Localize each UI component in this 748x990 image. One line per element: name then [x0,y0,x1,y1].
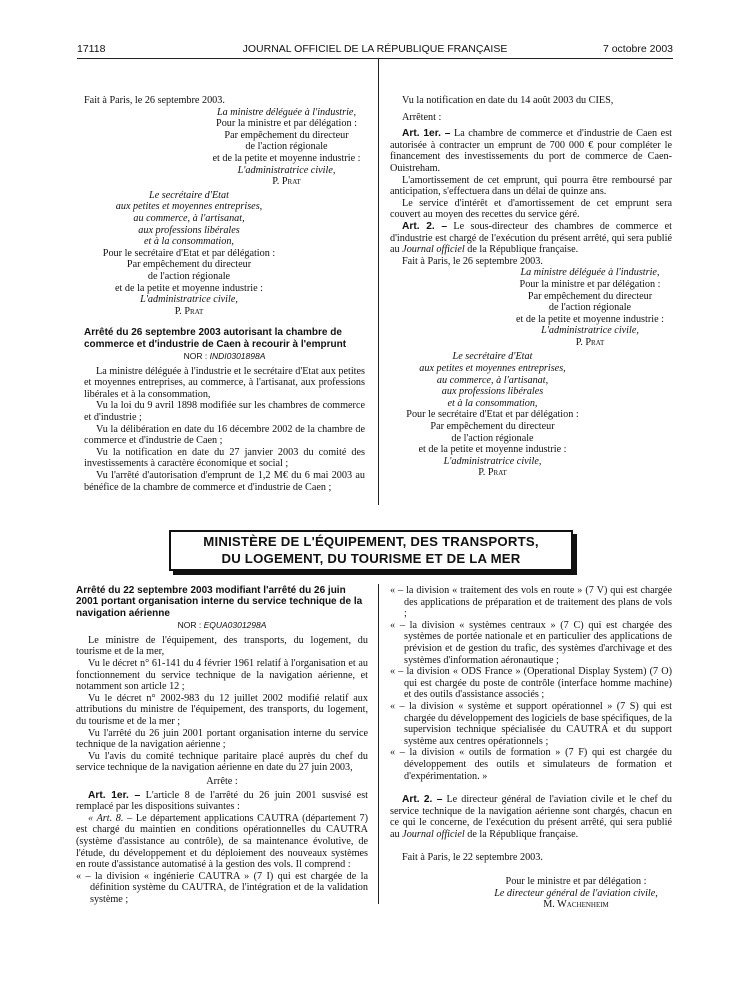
arrete-title: Arrêté du 22 septembre 2003 modifiant l'arrêté du 26 juin 2001 portant organisation interne du service technique de la navigation aérienne [76,585,363,619]
signature-title: Le secrétaire d'Etat [149,189,229,201]
article-2 [390,221,672,256]
signature-line: Par empêchement du directeur [527,290,653,302]
division-item: « – la division « ODS France » (Operational Display System) (7 O) qui est chargée du poste de contrôle (interface homme machine) et des outils d'assistance associés ; [390,666,672,701]
signature-block-ministre [84,107,365,188]
signature-line: L'administratrice civile, [443,455,542,467]
nor-code: EQUA0301298A [203,620,267,631]
visa: Vu l'avis du comité technique paritaire placé auprès du chef du service technique de la navigation aérienne en date du 27 juin 2003, [76,750,368,774]
signature-title: Le directeur général de l'aviation civile, [494,887,658,899]
visa: Vu l'arrêté du 26 juin 2001 portant organisation interne du service technique de la navigation aérienne ; [76,727,368,751]
issue-date: 7 octobre 2003 [602,43,673,55]
article-text: L'article 8 de l'arrêté du 26 juin 2001 susvisé est remplacé par les dispositions suivantes : [76,789,368,813]
signature-title: et à la consommation, [447,397,538,409]
signature-block-secretaire [84,190,294,318]
division-item: « – la division « systèmes centraux » (7 C) qui est chargée des systèmes de portée nationale et en particulier des applications de prévision et de gestion du trafic, des systèmes d'archivage et des systèmes d'information aéronautique ; [390,619,672,666]
signature-title: aux petites et moyennes entreprises, [115,201,263,213]
arrete-title: Arrêté du 26 septembre 2003 autorisant la chambre de commerce et d'industrie de Caen à recourir à l'emprunt [84,327,347,350]
article-label: Art. 2. – [402,220,447,232]
article-text: Le directeur général de l'aviation civile et le chef du service technique de la navigation aérienne sont chargés, chacun en ce qui le concerne, de l'exécution du présent arrêté, qui sera publié au [390,794,672,840]
signature-line: de l'action régionale [548,302,632,314]
bottom-left-column [76,585,368,905]
signature-line: et de la petite et moyenne industrie : [516,313,664,325]
signature-line: L'administratrice civile, [237,164,336,176]
division-item: « – la division « traitement des vols en route » (7 V) qui est chargée des applications de préparation et de traitement des plans de vols ; [390,585,672,620]
signature-line: Pour la ministre et par délégation : [216,118,357,130]
signature-title: aux professions libérales [441,386,544,398]
signature-line: Pour le ministre et par délégation : [505,876,647,888]
ministry-heading-line: MINISTÈRE DE L'ÉQUIPEMENT, DES TRANSPORTS, [203,534,539,549]
article-8 [76,813,368,871]
signature-line: Par empêchement du directeur [224,129,349,141]
article-label: Art. 1er. – [402,128,451,140]
article-text: Le département applications CAUTRA (département 7) est chargé du maintien en conditions opérationnelles du CAUTRA (système d'assistance au contrôle), de sa maintenance évolutive, de l'étude, du développement et du déploiement des nouveaux systèmes en route d'assistance automatisé à la gestion des vols. Il comprend : [76,812,368,871]
journal-title: JOURNAL OFFICIEL DE LA RÉPUBLIQUE FRANÇAISE [242,43,508,55]
signatory-name: M. Wachenheim [543,899,609,911]
arrete-heading: Arrête : [206,775,238,787]
signature-title: aux petites et moyennes entreprises, [419,363,566,375]
signature-line: Pour le secrétaire d'Etat et par délégation : [102,247,276,259]
article-text: La chambre de commerce et d'industrie de Caen est autorisée à contracter un emprunt de 700 000 € pour compléter le financement des investissements du port de commerce de Caen-Ouistreham. [390,128,672,174]
signature-title: aux professions libérales [138,224,240,236]
signature-line: Pour le secrétaire d'Etat et par délégation : [406,409,579,421]
visa: Vu la délibération en date du 16 décembre 2002 de la chambre de commerce et d'industrie de Caen ; [84,423,365,447]
ministry-heading-line: DU LOGEMENT, DU TOURISME ET DE LA MER [221,551,521,566]
visa: Vu le décret n° 2002-983 du 12 juillet 2002 modifié relatif aux attributions du ministre de l'équipement, des transports, du logement, du tourisme et de la mer ; [76,692,368,727]
signature-line: et de la petite et moyenne industrie : [115,282,263,294]
signatory-name: P. Prat [478,467,507,479]
nor-reference [76,620,368,632]
signature-title: La ministre déléguée à l'industrie, [216,106,357,118]
signing-date: Fait à Paris, le 22 septembre 2003. [402,852,543,864]
nor-code: INDI0301898A [209,351,266,362]
signature-line: Par empêchement du directeur [430,421,555,433]
signing-date: Fait à Paris, le 26 septembre 2003. [402,255,543,267]
ministry-heading-box [169,530,573,571]
visa: Vu la loi du 9 avril 1898 modifiée sur les chambres de commerce et d'industrie ; [84,400,365,424]
arretent: Arrêtent : [402,111,442,123]
article-2 [390,794,672,840]
signing-date: Fait à Paris, le 26 septembre 2003. [84,95,225,106]
signature-block-dgac [390,876,672,911]
column-divider-top [378,59,379,505]
signatory-name: P. Prat [272,176,301,188]
signature-line: de l'action régionale [147,270,231,282]
article-1 [390,128,672,174]
nor-label: NOR : [177,620,202,631]
preamble: La ministre déléguée à l'industrie et le secrétaire d'Etat aux petites et moyennes entreprises, au commerce, à l'artisanat, aux professions libérales et à la consommation, [84,365,365,400]
header-rule [77,58,673,59]
article-text: de la République française. [464,828,579,840]
visa: Vu la notification en date du 14 août 2003 du CIES, [402,95,614,106]
signatory-name: P. Prat [174,305,204,317]
paragraph: Le service d'intérêt et d'amortissement de cet emprunt sera couvert au moyen des recettes du service géré. [390,197,672,221]
signature-block-secretaire [390,351,595,479]
page-header [77,43,673,57]
signature-title: au commerce, à l'artisanat, [133,212,245,224]
signature-line: Pour la ministre et par délégation : [519,278,661,290]
page-number: 17118 [77,43,106,55]
signature-line: de l'action régionale [451,432,534,444]
visa: Vu l'arrêté d'autorisation d'emprunt de 1,2 M€ du 6 mai 2003 au bénéfice de la chambre de commerce et d'industrie de Caen ; [84,470,365,493]
nor-label: NOR : [183,351,208,362]
top-left-column [84,95,365,493]
bottom-right-column [390,585,672,911]
article-text: Le sous-directeur des chambres de commerce et d'industrie est chargé de l'exécution du présent arrêté, qui sera publié au [390,220,672,256]
signature-line: de l'action régionale [245,141,328,153]
visa: Vu le décret n° 61-141 du 4 février 1961 relatif à l'organisation et au fonctionnement du service technique de la navigation aérienne, et notamment son article 12 ; [76,658,368,693]
signature-line: Par empêchement du directeur [126,259,252,271]
signature-line: L'administratrice civile, [541,325,639,337]
signature-title: et à la consommation, [144,236,234,248]
signature-line: et de la petite et moyenne industrie : [418,444,567,456]
article-label: « Art. 8. – [88,812,133,824]
division-item: « – la division « outils de formation » (7 F) qui est chargée du développement des outils et simulateurs de formation et d'expérimentation. » [390,747,672,782]
division-item: « – la division « ingénierie CAUTRA » (7 I) qui est chargée de la définition système du CAUTRA, de l'intégration et de la validation système ; [76,870,368,905]
signature-title: Le secrétaire d'Etat [452,351,533,363]
article-text: de la République française. [464,244,579,256]
journal-reference: Journal officiel [402,244,465,256]
preamble: Le ministre de l'équipement, des transports, du logement, du tourisme et de la mer, [76,634,368,658]
division-item: « – la division « système et support opérationnel » (7 S) qui est chargée du développement des logiciels de base spécifiques, de la supervision technique spécialisée du CAUTRA et du support système aux centres opérationnels ; [390,700,672,747]
column-divider-bottom [378,584,379,904]
top-right-column [390,95,672,479]
signature-line: L'administratrice civile, [140,294,238,306]
nor-reference [84,351,365,363]
paragraph: L'amortissement de cet emprunt, qui pourra être remboursé par anticipation, s'effectuera dans un délai de quinze ans. [390,174,672,198]
signature-title: au commerce, à l'artisanat, [436,374,549,386]
article-label: Art. 1er. – [88,789,141,801]
signature-block-ministre [390,267,672,348]
signatory-name: P. Prat [575,336,605,348]
article-1 [76,790,368,813]
journal-reference: Journal officiel [402,828,465,840]
visa: Vu la notification en date du 27 janvier 2003 du comité des investissements à caractère économique et social ; [84,446,365,470]
signature-title: La ministre déléguée à l'industrie, [520,267,660,279]
signature-line: et de la petite et moyenne industrie : [212,152,361,164]
article-label: Art. 2. – [402,794,443,806]
